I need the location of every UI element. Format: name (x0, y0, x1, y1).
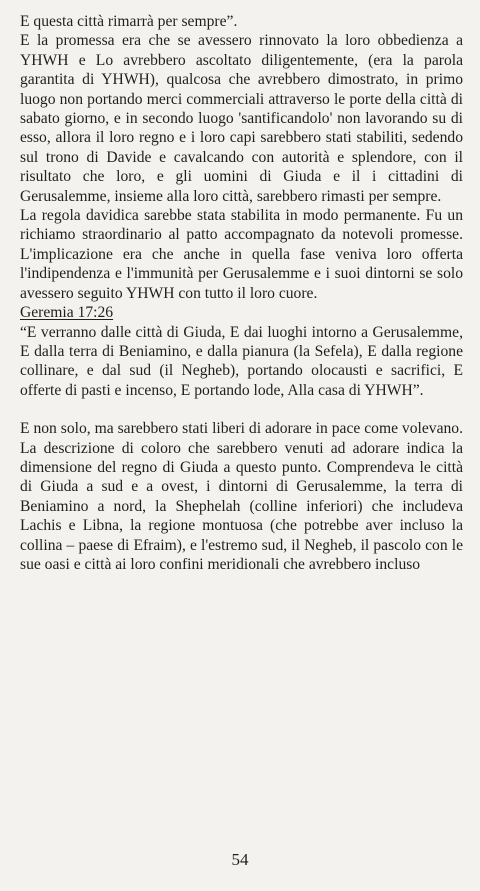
paragraph-1: E questa città rimarrà per sempre”. (20, 13, 238, 30)
page-number: 54 (231, 850, 249, 869)
page-body (20, 12, 463, 574)
paragraph-2: E la promessa era che se avessero rinnovato la loro obbedienza a YHWH e Lo avrebbero ascoltato diligentemente, (era la parola garantita di YHWH), qualcosa che avrebbero dimostrato, in primo luogo non portando merci commerciali attraverso le porte della città di sabato giorno, e in secondo luogo 'santificandolo' non lavorando su di esso, allora il loro regno e i loro capi sarebbero stati stabiliti, sedendo sul trono di Davide e cavalcando con autorità e splendore, con il risultato che loro, e gli uomini di Giuda e il i cittadini di Gerusalemme, insieme alla loro città, sarebbero rimasti per sempre. (20, 32, 463, 205)
paragraph-3: La regola davidica sarebbe stata stabilita in modo permanente. Fu un richiamo straordinario al patto accompagnato da notevoli promesse. L'implicazione era che anche in quella fase veniva loro offerta l'indipendenza e l'immunità per Gerusalemme e i suoi dintorni se solo avessero seguito YHWH con tutto il loro cuore. (20, 207, 463, 302)
reference-heading: Geremia 17:26 (20, 304, 114, 322)
paragraph-spacer (20, 400, 463, 419)
quote-paragraph: “E verranno dalle città di Giuda, E dai luoghi intorno a Gerusalemme, E dalla terra di Beniamino, e dalla pianura (la Sefela), E dalla regione collinare, e dal sud (il Negheb), portando olocausti e sacrifici, E offerte di pasti e incenso, E portando lode, Alla casa di YHWH”. (20, 323, 463, 399)
closing-paragraph: E non solo, ma sarebbero stati liberi di adorare in pace come volevano. La descrizione di coloro che sarebbero venuti ad adorare indica la dimensione del regno di Giuda a questo punto. Comprendeva le città di Giuda a sud e a ovest, i dintorni di Gerusalemme, la terra di Beniamino a nord, la Shephelah (colline inferiori) che includeva Lachis e Libna, la regione montuosa (che potrebbe aver incluso la collina – paese di Efraim), e l'estremo sud, il Negheb, il pascolo con le sue oasi e città ai loro confini meridionali che avrebbero incluso (20, 420, 463, 573)
